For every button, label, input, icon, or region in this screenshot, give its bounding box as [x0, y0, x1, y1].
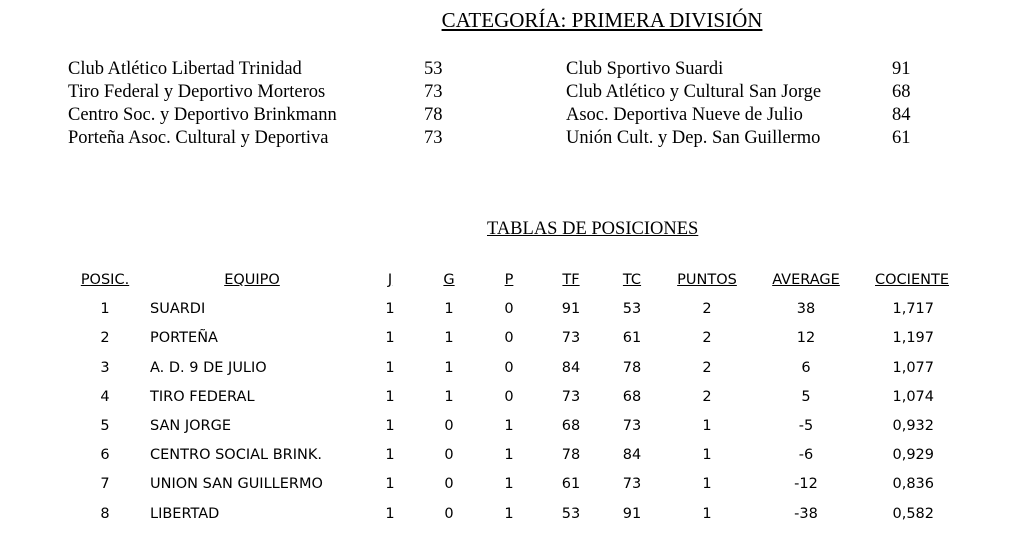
cell-pts: 2 [702, 301, 712, 318]
cell-tc: 73 [622, 417, 642, 434]
result-row [566, 58, 926, 81]
cell-tf: 84 [561, 359, 581, 376]
cell-pts: 2 [702, 388, 712, 405]
result-row [566, 104, 926, 127]
standings-body [0, 301, 1024, 535]
cell-g: 1 [444, 359, 454, 376]
cell-avg: -5 [798, 417, 814, 434]
results-right-column [566, 58, 926, 150]
cell-tc: 84 [622, 447, 642, 464]
header-tf: TF [562, 272, 580, 288]
result-score: 61 [892, 128, 911, 148]
cell-g: 0 [444, 476, 454, 493]
cell-g: 0 [444, 447, 454, 464]
table-row [0, 418, 1024, 447]
standings-title: TABLAS DE POSICIONES [487, 219, 699, 239]
header-pts: PUNTOS [677, 272, 737, 288]
result-row [68, 58, 468, 81]
header-avg: AVERAGE [772, 272, 840, 288]
cell-pts: 2 [702, 359, 712, 376]
cell-pts: 1 [702, 417, 712, 434]
cell-j: 1 [385, 359, 395, 376]
cell-j: 1 [385, 505, 395, 522]
result-team: Centro Soc. y Deportivo Brinkmann [68, 105, 337, 125]
cell-pos: 7 [100, 476, 110, 493]
cell-j: 1 [385, 447, 395, 464]
header-coc: COCIENTE [875, 272, 949, 288]
cell-pos: 2 [100, 330, 110, 347]
cell-coc: 1,077 [892, 359, 934, 376]
result-score: 78 [424, 105, 443, 125]
cell-pos: 1 [100, 301, 110, 318]
header-team: EQUIPO [224, 272, 280, 288]
cell-tf: 61 [561, 476, 581, 493]
results-left-column [68, 58, 468, 150]
cell-avg: 5 [801, 388, 811, 405]
cell-tf: 73 [561, 388, 581, 405]
cell-j: 1 [385, 476, 395, 493]
header-pos: POSIC. [80, 272, 130, 288]
cell-tc: 53 [622, 301, 642, 318]
table-row [0, 476, 1024, 505]
result-team: Porteña Asoc. Cultural y Deportiva [68, 128, 329, 148]
cell-avg: -6 [798, 447, 814, 464]
standings-header-row [0, 272, 1024, 301]
cell-tc: 61 [622, 330, 642, 347]
result-score: 53 [424, 59, 443, 79]
cell-pos: 6 [100, 447, 110, 464]
cell-tf: 53 [561, 505, 581, 522]
cell-tf: 78 [561, 447, 581, 464]
page-title: CATEGORÍA: PRIMERA DIVISIÓN [441, 8, 763, 32]
header-tc: TC [622, 272, 642, 288]
cell-team: PORTEÑA [150, 330, 218, 347]
header-j: J [387, 272, 393, 288]
result-score: 91 [892, 59, 911, 79]
cell-p: 0 [504, 359, 514, 376]
table-row [0, 330, 1024, 359]
cell-p: 0 [504, 301, 514, 318]
result-team: Club Atlético y Cultural San Jorge [566, 82, 822, 102]
table-row [0, 301, 1024, 330]
result-score: 68 [892, 82, 911, 102]
table-row [0, 360, 1024, 389]
result-row [68, 104, 468, 127]
cell-g: 1 [444, 330, 454, 347]
cell-team: TIRO FEDERAL [150, 388, 255, 405]
result-score: 73 [424, 82, 443, 102]
cell-avg: 12 [796, 330, 816, 347]
result-row [68, 81, 468, 104]
result-team: Asoc. Deportiva Nueve de Julio [566, 105, 803, 125]
result-score: 84 [892, 105, 911, 125]
cell-team: A. D. 9 DE JULIO [150, 359, 267, 376]
table-row [0, 506, 1024, 535]
cell-pts: 1 [702, 447, 712, 464]
cell-p: 1 [504, 505, 514, 522]
cell-j: 1 [385, 388, 395, 405]
standings-table [0, 272, 1024, 535]
cell-p: 0 [504, 330, 514, 347]
cell-team: SAN JORGE [150, 417, 232, 434]
cell-pos: 3 [100, 359, 110, 376]
cell-g: 0 [444, 417, 454, 434]
table-row [0, 447, 1024, 476]
cell-coc: 1,074 [892, 388, 934, 405]
cell-pts: 2 [702, 330, 712, 347]
cell-avg: -12 [794, 476, 818, 493]
header-g: G [443, 272, 455, 288]
result-row [566, 127, 926, 150]
cell-team: SUARDI [150, 301, 206, 318]
cell-team: CENTRO SOCIAL BRINK. [150, 447, 322, 464]
cell-avg: 6 [801, 359, 811, 376]
cell-pos: 4 [100, 388, 110, 405]
cell-pts: 1 [702, 505, 712, 522]
result-row [566, 81, 926, 104]
header-p: P [504, 272, 514, 288]
result-team: Tiro Federal y Deportivo Morteros [68, 82, 326, 102]
cell-p: 1 [504, 447, 514, 464]
result-team: Club Sportivo Suardi [566, 59, 724, 79]
result-score: 73 [424, 128, 443, 148]
cell-coc: 0,929 [892, 447, 934, 464]
cell-tf: 91 [561, 301, 581, 318]
cell-p: 1 [504, 476, 514, 493]
table-row [0, 389, 1024, 418]
cell-team: LIBERTAD [150, 505, 220, 522]
result-team: Unión Cult. y Dep. San Guillermo [566, 128, 821, 148]
cell-avg: -38 [794, 505, 818, 522]
cell-p: 0 [504, 388, 514, 405]
cell-j: 1 [385, 417, 395, 434]
cell-pts: 1 [702, 476, 712, 493]
cell-pos: 8 [100, 505, 110, 522]
cell-coc: 1,197 [892, 330, 934, 347]
cell-pos: 5 [100, 417, 110, 434]
cell-tc: 91 [622, 505, 642, 522]
cell-g: 1 [444, 301, 454, 318]
cell-g: 0 [444, 505, 454, 522]
cell-coc: 1,717 [892, 301, 934, 318]
cell-j: 1 [385, 330, 395, 347]
result-team: Club Atlético Libertad Trinidad [68, 59, 302, 79]
cell-tc: 68 [622, 388, 642, 405]
cell-p: 1 [504, 417, 514, 434]
cell-tc: 78 [622, 359, 642, 376]
cell-tc: 73 [622, 476, 642, 493]
cell-team: UNION SAN GUILLERMO [150, 476, 323, 493]
cell-tf: 68 [561, 417, 581, 434]
cell-coc: 0,932 [892, 417, 934, 434]
cell-j: 1 [385, 301, 395, 318]
cell-coc: 0,582 [892, 505, 934, 522]
cell-coc: 0,836 [892, 476, 934, 493]
result-row [68, 127, 468, 150]
cell-g: 1 [444, 388, 454, 405]
cell-tf: 73 [561, 330, 581, 347]
cell-avg: 38 [796, 301, 816, 318]
